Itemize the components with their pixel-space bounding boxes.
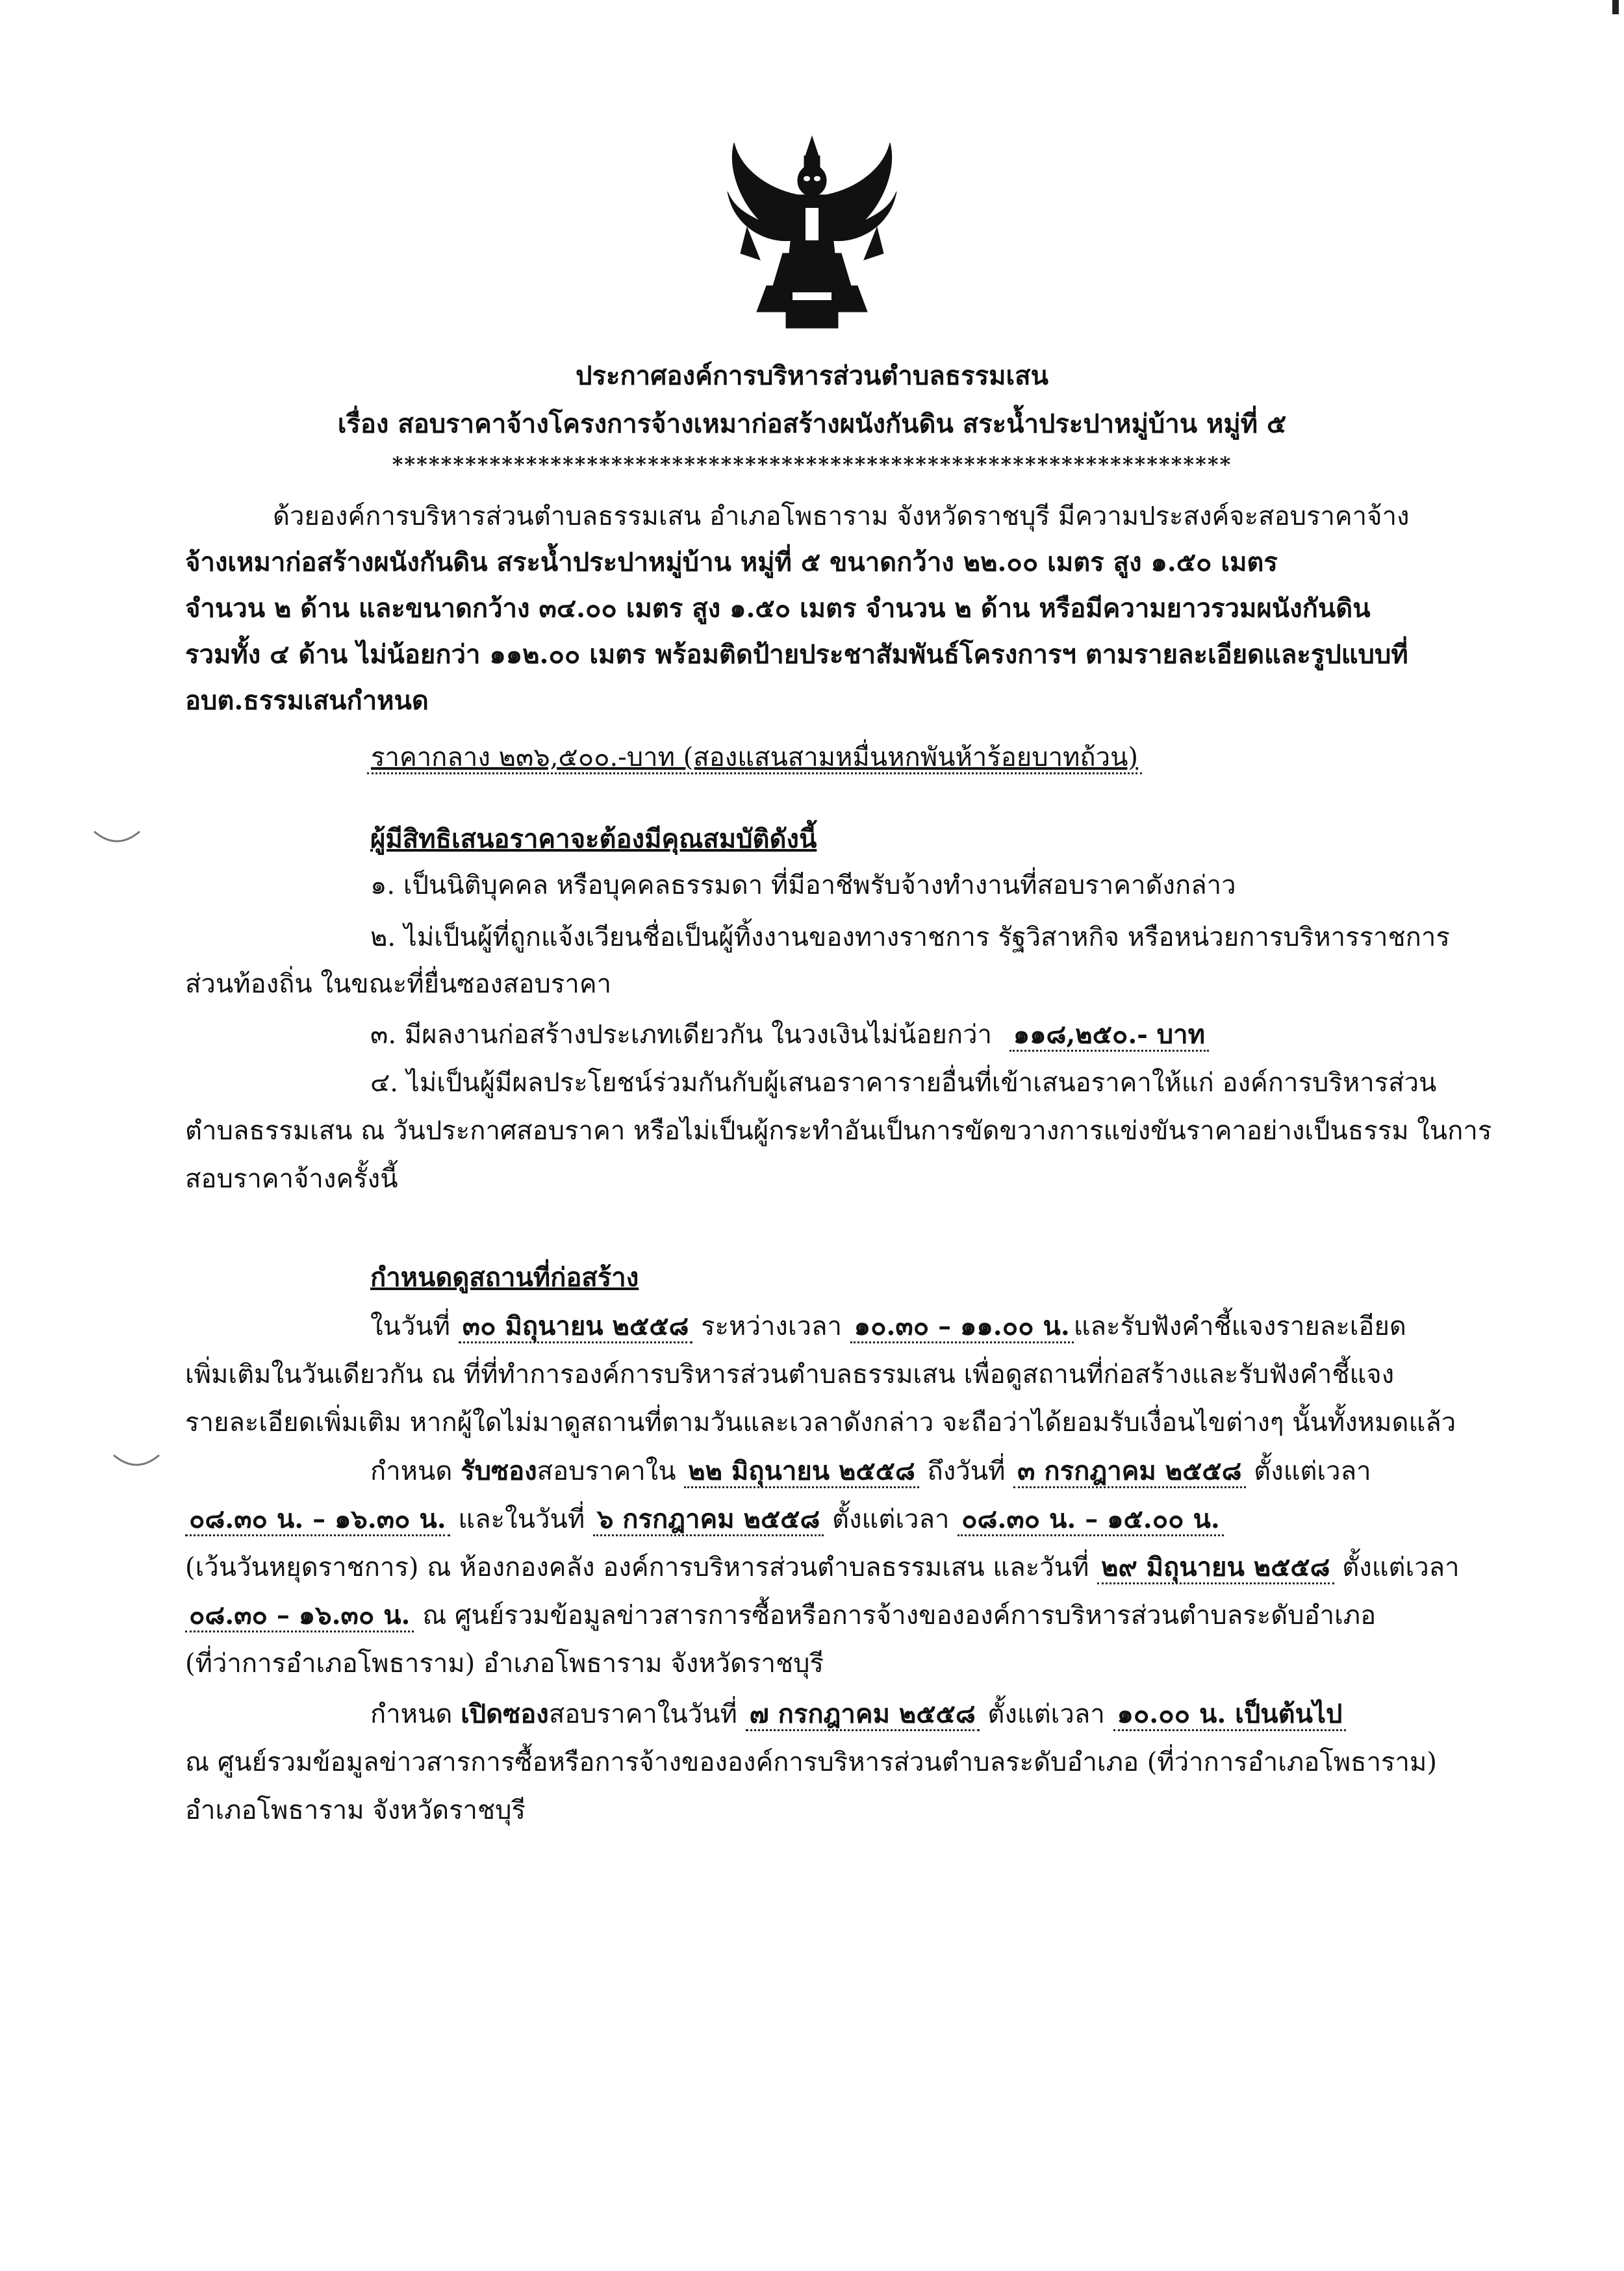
median-price: ราคากลาง ๒๓๖,๕๐๐.-บาท (สองแสนสามหมื่นหกพันห้าร้อยบาทถ้วน) bbox=[367, 742, 1142, 774]
submission-time-2: ๐๘.๓๐ น. – ๑๕.๐๐ น. bbox=[958, 1504, 1224, 1536]
submission-date-3: ๒๙ มิถุนายน ๒๕๕๘ bbox=[1097, 1552, 1334, 1584]
qualification-4b: ตำบลธรรมเสน ณ วันประกาศสอบราคา หรือไม่เป็นผู้กระทำอันเป็นการขัดขวางการแข่งขันราคาอย่างเป็นธรรม ในการ bbox=[185, 1116, 1492, 1146]
site-visit-text: ระหว่างเวลา bbox=[701, 1312, 842, 1341]
site-visit-line-2: เพิ่มเติมในวันเดียวกัน ณ ที่ที่ทำการองค์การบริหารส่วนตำบลธรรมเสน เพื่อดูสถานที่ก่อสร้างและรับฟังคำชี้แจง bbox=[185, 1360, 1395, 1389]
opening-time: ๑๐.๐๐ น. เป็นต้นไป bbox=[1113, 1699, 1347, 1731]
site-visit-text: และรับฟังคำชี้แจงรายละเอียด bbox=[1073, 1312, 1406, 1341]
intro-line-5: อบต.ธรรมเสนกำหนด bbox=[185, 685, 429, 716]
submission-text: สอบราคาใน bbox=[537, 1456, 676, 1486]
submission-end-date: ๓ กรกฎาคม ๒๕๕๘ bbox=[1013, 1456, 1245, 1488]
punch-mark-icon bbox=[91, 825, 143, 851]
intro-line-1: ด้วยองค์การบริหารส่วนตำบลธรรมเสน อำเภอโพธาราม จังหวัดราชบุรี มีความประสงค์จะสอบราคาจ้าง bbox=[273, 501, 1410, 531]
submission-text: ตั้งแต่เวลา bbox=[832, 1504, 950, 1534]
scan-edge-mark bbox=[1612, 0, 1619, 14]
opening-date: ๗ กรกฎาคม ๒๕๕๘ bbox=[746, 1699, 980, 1731]
intro-line-2: จ้างเหมาก่อสร้างผนังกันดิน สระน้ำประปาหมู่บ้าน หมู่ที่ ๕ ขนาดกว้าง ๒๒.๐๐ เมตร สูง ๑.๕๐ เมตร bbox=[185, 547, 1278, 577]
submission-text: ถึงวันที่ bbox=[927, 1456, 1006, 1486]
submission-date-2: ๖ กรกฎาคม ๒๕๕๘ bbox=[593, 1504, 824, 1536]
submission-text: ตั้งแต่เวลา bbox=[1254, 1456, 1371, 1486]
site-visit-line-3: รายละเอียดเพิ่มเติม หากผู้ใดไม่มาดูสถานที่ตามวันและเวลาดังกล่าว จะถือว่าได้ยอมรับเงื่อนไขต่างๆ นั้นทั้งหมดแล้ว bbox=[185, 1408, 1456, 1438]
submission-line-5: (ที่ว่าการอำเภอโพธาราม) อำเภอโพธาราม จังหวัดราชบุรี bbox=[185, 1649, 824, 1679]
opening-line-2: ณ ศูนย์รวมข้อมูลข่าวสารการซื้อหรือการจ้างขององค์การบริหารส่วนตำบลระดับอำเภอ (ที่ว่าการอำเภอโพธาราม) bbox=[185, 1747, 1437, 1777]
qualification-3: ๓. มีผลงานก่อสร้างประเภทเดียวกัน ในวงเงินไม่น้อยกว่า bbox=[370, 1020, 992, 1050]
punch-mark-icon bbox=[110, 1449, 162, 1475]
submission-text: และในวันที่ bbox=[458, 1504, 585, 1534]
site-visit-heading: กำหนดดูสถานที่ก่อสร้าง bbox=[370, 1262, 639, 1293]
garuda-emblem-icon bbox=[721, 130, 903, 335]
submission-time-3: ๐๘.๓๐ – ๑๖.๓๐ น. bbox=[185, 1600, 414, 1632]
intro-line-4: รวมทั้ง ๔ ด้าน ไม่น้อยกว่า ๑๑๒.๐๐ เมตร พร้อมติดป้ายประชาสัมพันธ์โครงการฯ ตามรายละเอียดและรูปแบบที่ bbox=[185, 639, 1408, 670]
qualification-2b: ส่วนท้องถิ่น ในขณะที่ยื่นซองสอบราคา bbox=[185, 969, 612, 999]
opening-text: สอบราคาในวันที่ bbox=[548, 1699, 737, 1729]
site-visit-text: ในวันที่ bbox=[370, 1312, 451, 1341]
submission-time-1: ๐๘.๓๐ น. – ๑๖.๓๐ น. bbox=[185, 1504, 450, 1536]
qualification-4a: ๔. ไม่เป็นผู้มีผลประโยชน์ร่วมกันกับผู้เสนอราคารายอื่นที่เข้าเสนอราคาให้แก่ องค์การบริหารส่วน bbox=[370, 1068, 1437, 1098]
qualification-4c: สอบราคาจ้างครั้งนี้ bbox=[185, 1164, 398, 1194]
submission-text: ตั้งแต่เวลา bbox=[1342, 1553, 1460, 1582]
submission-text: ณ ศูนย์รวมข้อมูลข่าวสารการซื้อหรือการจ้างขององค์การบริหารส่วนตำบลระดับอำเภอ bbox=[422, 1601, 1377, 1630]
qualifications-heading: ผู้มีสิทธิเสนอราคาจะต้องมีคุณสมบัติดังนี้ bbox=[370, 824, 817, 854]
submission-receive-label: รับซอง bbox=[461, 1456, 537, 1486]
announcement-title: ประกาศองค์การบริหารส่วนตำบลธรรมเสน bbox=[576, 361, 1048, 391]
opening-text: กำหนด bbox=[370, 1699, 453, 1729]
separator-line: ********************************************************************* bbox=[392, 452, 1232, 477]
qualification-2a: ๒. ไม่เป็นผู้ที่ถูกแจ้งเวียนชื่อเป็นผู้ทิ้งงานของทางราชการ รัฐวิสาหกิจ หรือหน่วยการบริหารราชการ bbox=[370, 922, 1450, 952]
submission-text: กำหนด bbox=[370, 1456, 453, 1486]
qualification-1: ๑. เป็นนิติบุคคล หรือบุคคลธรรมดา ที่มีอาชีพรับจ้างทำงานที่สอบราคาดังกล่าว bbox=[370, 870, 1236, 900]
site-visit-date: ๓๐ มิถุนายน ๒๕๕๘ bbox=[459, 1311, 693, 1343]
submission-text: (เว้นวันหยุดราชการ) ณ ห้องกองคลัง องค์การบริหารส่วนตำบลธรรมเสน และวันที่ bbox=[185, 1553, 1089, 1582]
opening-line-3: อำเภอโพธาราม จังหวัดราชบุรี bbox=[185, 1795, 526, 1825]
submission-start-date: ๒๒ มิถุนายน ๒๕๕๘ bbox=[684, 1456, 919, 1488]
qualification-3-amount: ๑๑๘,๒๕๐.- บาท bbox=[1009, 1019, 1209, 1052]
intro-line-3: จำนวน ๒ ด้าน และขนาดกว้าง ๓๔.๐๐ เมตร สูง ๑.๕๐ เมตร จำนวน ๒ ด้าน หรือมีความยาวรวมผนังกันดิน bbox=[185, 593, 1371, 624]
opening-label: เปิดซอง bbox=[461, 1699, 549, 1729]
site-visit-time: ๑๐.๓๐ – ๑๑.๐๐ น. bbox=[850, 1311, 1074, 1343]
announcement-subject: เรื่อง สอบราคาจ้างโครงการจ้างเหมาก่อสร้างผนังกันดิน สระน้ำประปาหมู่บ้าน หมู่ที่ ๕ bbox=[337, 409, 1287, 439]
opening-text: ตั้งแต่เวลา bbox=[987, 1699, 1105, 1729]
